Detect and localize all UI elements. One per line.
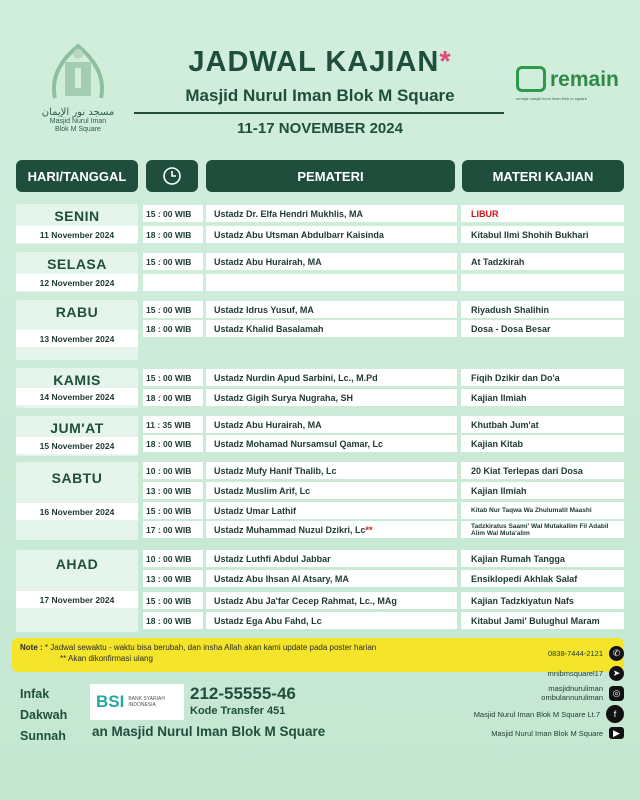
time-cell: 11 : 35 WIB bbox=[143, 416, 203, 433]
remain-logo-text: remain bbox=[550, 67, 619, 91]
contact-whatsapp[interactable] bbox=[548, 646, 624, 661]
topic-cell: Kajian Ilmiah bbox=[461, 482, 624, 499]
remain-tagline: remaja masjid nurul iman blok m square bbox=[516, 96, 587, 101]
speaker-cell: Ustadz Muslim Arif, Lc bbox=[206, 482, 457, 499]
account-name: an Masjid Nurul Iman Blok M Square bbox=[92, 724, 326, 739]
speaker-cell: Ustadz Abu Hurairah, MA bbox=[206, 416, 457, 433]
time-cell: 10 : 00 WIB bbox=[143, 462, 203, 479]
logo-line-1: Masjid Nurul Iman bbox=[49, 118, 107, 125]
transfer-code: Kode Transfer 451 bbox=[190, 705, 286, 717]
instagram-icon: ◎ bbox=[609, 686, 624, 701]
topic-cell: LIBUR bbox=[461, 205, 624, 222]
speaker-cell: Ustadz Ega Abu Fahd, Lc bbox=[206, 612, 457, 629]
day-date: 14 November 2024 bbox=[16, 388, 138, 405]
topic-cell: Fiqih Dzikir dan Do'a bbox=[461, 369, 624, 386]
time-cell: 13 : 00 WIB bbox=[143, 570, 203, 587]
clock-icon bbox=[162, 166, 182, 186]
speaker-asterisk: ** bbox=[365, 524, 373, 535]
topic-cell: Kitabul Jami' Bulughul Maram bbox=[461, 612, 624, 629]
bank-logo bbox=[90, 684, 184, 720]
day-name: AHAD bbox=[55, 556, 99, 572]
contact-text: mnibmsquarel17 bbox=[547, 669, 603, 678]
speaker-cell: Ustadz Mohamad Nursamsul Qamar, Lc bbox=[206, 435, 457, 452]
infak-line-1: Infak bbox=[20, 687, 50, 701]
date-range: 11-17 NOVEMBER 2024 bbox=[237, 120, 403, 137]
title-text: JADWAL KAJIAN bbox=[188, 46, 440, 78]
speaker-cell: Ustadz Abu Utsman Abdulbarr Kaisinda bbox=[206, 226, 457, 243]
column-header-day: HARI/TANGGAL bbox=[16, 160, 138, 192]
mosque-logo-icon bbox=[45, 40, 111, 100]
contact-text: Masjid Nurul Iman Blok M Square bbox=[491, 728, 603, 738]
speaker-cell: Ustadz Khalid Basalamah bbox=[206, 320, 457, 337]
speaker-cell bbox=[206, 521, 457, 538]
time-cell: 15 : 00 WIB bbox=[143, 369, 203, 386]
note-line-2: ** Akan dikonfirmasi ulang bbox=[60, 654, 153, 663]
note-label: Note : bbox=[20, 643, 43, 652]
remain-logo-icon bbox=[516, 66, 546, 92]
contact-telegram[interactable] bbox=[548, 666, 624, 681]
time-cell: 10 : 00 WIB bbox=[143, 550, 203, 567]
contact-instagram[interactable] bbox=[541, 684, 624, 702]
contact-text: masjidnuruliman ombulannuruliman bbox=[541, 684, 603, 702]
youtube-icon: ▶ bbox=[609, 727, 624, 739]
contact-youtube[interactable] bbox=[491, 727, 624, 739]
column-header-speaker: PEMATERI bbox=[206, 160, 455, 192]
note-line-1: * Jadwal sewaktu - waktu bisa berubah, dan insha Allah akan kami update pada poster harian bbox=[44, 643, 377, 652]
bank-name: BANK SYARIAH INDONESIA bbox=[128, 696, 165, 708]
topic-cell: Kajian Tadzkiyatun Nafs bbox=[461, 592, 624, 609]
account-number: 212-55555-46 bbox=[190, 684, 296, 703]
column-header-topic: MATERI KAJIAN bbox=[462, 160, 624, 192]
contact-text: 0838-7444-2121 bbox=[547, 649, 603, 658]
page-subtitle: Masjid Nurul Iman Blok M Square bbox=[185, 86, 455, 105]
topic-cell: Khutbah Jum'at bbox=[461, 416, 624, 433]
infak-line-3: Sunnah bbox=[20, 729, 66, 743]
logo-line-2: Blok M Square bbox=[55, 126, 101, 133]
topic-cell-empty bbox=[461, 274, 624, 291]
logo-arabic-text: مسجد نور الإيمان bbox=[41, 107, 115, 118]
contact-text: Masjid Nurul Iman Blok M Square Lt.7 bbox=[473, 709, 600, 719]
topic-cell: At Tadzkirah bbox=[461, 253, 624, 270]
speaker-cell-empty bbox=[206, 274, 457, 291]
topic-cell: 20 Kiat Terlepas dari Dosa bbox=[461, 462, 624, 479]
contact-facebook[interactable] bbox=[474, 705, 624, 723]
mosque-logo bbox=[28, 40, 128, 134]
column-header-time bbox=[146, 160, 198, 192]
topic-cell: Tadzkiratus Saami' Wal Mutakallim Fil Adabil Alim Wal Muta'alim bbox=[461, 521, 624, 538]
day-name: RABU bbox=[55, 304, 99, 320]
time-cell: 15 : 00 WIB bbox=[143, 253, 203, 270]
time-cell: 18 : 00 WIB bbox=[143, 226, 203, 243]
day-name: KAMIS bbox=[53, 372, 101, 388]
day-date: 11 November 2024 bbox=[16, 226, 138, 243]
time-cell: 18 : 00 WIB bbox=[143, 389, 203, 406]
page-title bbox=[150, 46, 490, 79]
topic-cell: Kajian Kitab bbox=[461, 435, 624, 452]
day-date: 17 November 2024 bbox=[16, 591, 138, 608]
bank-logo-mark: BSI bbox=[96, 692, 125, 711]
title-asterisk: * bbox=[439, 46, 452, 78]
time-cell: 17 : 00 WIB bbox=[143, 521, 203, 538]
time-cell-empty bbox=[143, 274, 203, 291]
infak-line-2: Dakwah bbox=[20, 708, 68, 722]
header-divider bbox=[134, 112, 504, 114]
day-name: SENIN bbox=[54, 208, 100, 224]
remain-logo bbox=[516, 66, 626, 101]
time-cell: 18 : 00 WIB bbox=[143, 435, 203, 452]
speaker-cell: Ustadz Abu Ihsan Al Atsary, MA bbox=[206, 570, 457, 587]
speaker-cell: Ustadz Idrus Yusuf, MA bbox=[206, 301, 457, 318]
speaker-cell: Ustadz Gigih Surya Nugraha, SH bbox=[206, 389, 457, 406]
telegram-icon: ➤ bbox=[609, 666, 624, 681]
speaker-cell: Ustadz Luthfi Abdul Jabbar bbox=[206, 550, 457, 567]
day-date: 16 November 2024 bbox=[16, 503, 138, 520]
speaker-cell: Ustadz Umar Lathif bbox=[206, 502, 457, 519]
speaker-name: Ustadz Muhammad Nuzul Dzikri, Lc bbox=[214, 524, 366, 535]
topic-cell: Kajian Ilmiah bbox=[461, 389, 624, 406]
facebook-icon: f bbox=[606, 705, 624, 723]
topic-cell: Ensiklopedi Akhlak Salaf bbox=[461, 570, 624, 587]
time-cell: 18 : 00 WIB bbox=[143, 320, 203, 337]
time-cell: 15 : 00 WIB bbox=[143, 592, 203, 609]
time-cell: 15 : 00 WIB bbox=[143, 502, 203, 519]
speaker-cell: Ustadz Nurdin Apud Sarbini, Lc., M.Pd bbox=[206, 369, 457, 386]
day-name: SELASA bbox=[47, 256, 107, 272]
speaker-cell: Ustadz Mufy Hanif Thalib, Lc bbox=[206, 462, 457, 479]
time-cell: 13 : 00 WIB bbox=[143, 482, 203, 499]
note-box bbox=[12, 638, 624, 672]
topic-cell: Kajian Rumah Tangga bbox=[461, 550, 624, 567]
time-cell: 15 : 00 WIB bbox=[143, 301, 203, 318]
day-name: SABTU bbox=[51, 470, 103, 486]
speaker-cell: Ustadz Abu Ja'far Cecep Rahmat, Lc., MAg bbox=[206, 592, 457, 609]
speaker-cell: Ustadz Abu Hurairah, MA bbox=[206, 253, 457, 270]
topic-cell: Dosa - Dosa Besar bbox=[461, 320, 624, 337]
topic-cell: Kitabul Ilmi Shohih Bukhari bbox=[461, 226, 624, 243]
time-cell: 18 : 00 WIB bbox=[143, 612, 203, 629]
topic-cell: Riyadush Shalihin bbox=[461, 301, 624, 318]
infak-heading bbox=[20, 684, 67, 747]
day-date: 13 November 2024 bbox=[16, 330, 138, 347]
day-name: JUM'AT bbox=[50, 420, 104, 436]
time-cell: 15 : 00 WIB bbox=[143, 205, 203, 222]
day-date: 12 November 2024 bbox=[16, 274, 138, 291]
day-date: 15 November 2024 bbox=[16, 437, 138, 454]
whatsapp-icon: ✆ bbox=[609, 646, 624, 661]
speaker-cell: Ustadz Dr. Elfa Hendri Mukhlis, MA bbox=[206, 205, 457, 222]
topic-cell: Kitab Nur Taqwa Wa Zhulumatil Maashi bbox=[461, 502, 624, 519]
